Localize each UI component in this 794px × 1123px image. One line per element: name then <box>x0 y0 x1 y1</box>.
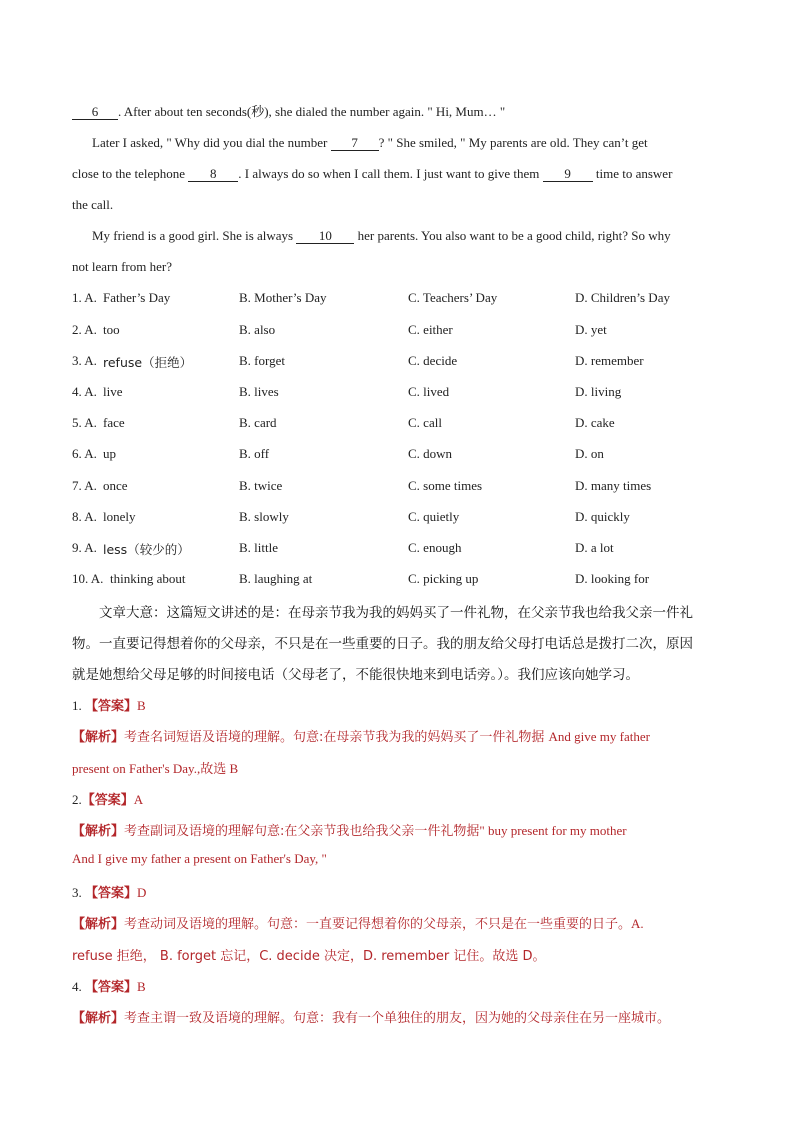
option-d: D. living <box>575 384 622 399</box>
analysis-text: 考查名词短语及语境的理解。句意:在母亲节我为我的妈妈买了一件礼物据 <box>124 730 549 745</box>
option-c: C. some times <box>408 478 483 493</box>
analysis-1 <box>72 726 722 745</box>
option-d: D. cake <box>575 415 615 430</box>
answer-4 <box>72 976 722 995</box>
option-row-2 <box>72 322 722 340</box>
option-row-1 <box>72 290 722 308</box>
analysis-tag: 【解析】 <box>72 917 125 932</box>
option-c: C. down <box>408 446 453 461</box>
summary-line-3: 就是她想给父母足够的时间接电话（父母老了，不能很快地来到电话旁。）。我们应该向她学习。 <box>72 667 639 683</box>
option-b: B. little <box>239 540 278 555</box>
answer-value: B <box>137 698 146 713</box>
option-b: B. twice <box>239 478 283 493</box>
option-c: C. picking up <box>408 571 479 586</box>
blank-9: 9 <box>543 167 593 182</box>
answer-value: D <box>137 885 147 900</box>
answer-value: B <box>137 979 146 994</box>
analysis-tag: 【解析】 <box>72 730 125 745</box>
answer-2 <box>72 789 722 808</box>
answer-1 <box>72 695 722 714</box>
option-num: 10. A. <box>72 571 104 586</box>
option-num: 8. A. <box>72 509 97 524</box>
answer-tag: 【答案】 <box>85 886 138 901</box>
blank-10: 10 <box>296 229 354 244</box>
option-row-6 <box>72 446 722 464</box>
option-b: B. off <box>239 446 270 461</box>
option-c: C. lived <box>408 384 450 399</box>
option-num: 5. A. <box>72 415 97 430</box>
blank-7: 7 <box>331 136 379 151</box>
passage-line-1 <box>72 104 722 120</box>
blank-8: 8 <box>188 167 238 182</box>
answer-num: 4. <box>72 979 85 994</box>
option-row-8 <box>72 509 722 527</box>
option-a: less（较少的） <box>103 542 190 557</box>
passage-text: time to answer <box>592 166 673 181</box>
answer-num: 1. <box>72 698 85 713</box>
option-d: D. on <box>575 446 604 461</box>
analysis-3 <box>72 913 722 932</box>
option-b: B. also <box>239 322 276 337</box>
passage-text: her parents. You also want to be a good child, right? So why <box>354 228 671 243</box>
answer-num: 3. <box>72 885 85 900</box>
passage-line-4: the call. <box>72 197 114 212</box>
passage-line-5 <box>92 228 742 244</box>
option-a: lonely <box>103 509 136 524</box>
option-c: C. Teachers’ Day <box>408 290 498 305</box>
option-c: C. quietly <box>408 509 460 524</box>
answer-value: A <box>133 792 144 807</box>
option-d: D. many times <box>575 478 652 493</box>
passage-text: close to the telephone <box>72 166 189 181</box>
answer-tag: 【答案】 <box>85 980 138 995</box>
summary-line-1: 文章大意：这篇短文讲述的是：在母亲节我为我的妈妈买了一件礼物，在父亲节我也给我父亲一件礼 <box>99 605 693 621</box>
passage-line-3 <box>72 166 722 182</box>
analysis-3-cont: refuse 拒绝， B. forget 忘记，C. decide 决定，D. remember 记住。故选 D。 <box>72 949 546 964</box>
option-a: Father’s Day <box>103 290 171 305</box>
answer-num: 2. <box>72 792 82 807</box>
passage-text: . After about ten seconds(秒), she dialed the number again. " Hi, Mum… " <box>118 104 506 119</box>
option-a: face <box>103 415 125 430</box>
answer-tag: 【答案】 <box>81 793 134 808</box>
passage-text: ? " She smiled, " My parents are old. They can’t get <box>378 135 648 150</box>
analysis-tag: 【解析】 <box>72 824 125 839</box>
option-a: thinking about <box>110 571 186 586</box>
option-d: D. Children’s Day <box>575 290 670 305</box>
option-num: 3. A. <box>72 353 97 368</box>
analysis-text: 考查动词及语境的理解。句意：一直要记得想着你的父母亲，不只是在一些重要的日子。 <box>124 917 632 932</box>
analysis-en: And give my father <box>548 729 650 744</box>
option-c: C. decide <box>408 353 458 368</box>
answer-3 <box>72 882 722 901</box>
option-b: B. lives <box>239 384 279 399</box>
option-a: live <box>103 384 123 399</box>
option-b: B. forget <box>239 353 285 368</box>
passage-text: My friend is a good girl. She is always <box>92 228 297 243</box>
analysis-text: 考查主谓一致及语境的理解。句意：我有一个单独住的朋友，因为她的父母亲住在另一座城市。 <box>124 1011 671 1026</box>
passage-text: Later I asked, " Why did you dial the number <box>92 135 331 150</box>
option-a: too <box>103 322 120 337</box>
option-row-3 <box>72 353 722 371</box>
option-c: C. call <box>408 415 442 430</box>
option-a: up <box>103 446 116 461</box>
option-num: 2. A. <box>72 322 97 337</box>
analysis-2-cont: And I give my father a present on Father's Day, " <box>72 851 327 866</box>
analysis-tag: 【解析】 <box>72 1011 125 1026</box>
option-num: 6. A. <box>72 446 97 461</box>
option-d: D. looking for <box>575 571 650 586</box>
option-b: B. card <box>239 415 277 430</box>
option-row-10 <box>72 571 722 589</box>
passage-line-6: not learn from her? <box>72 259 172 274</box>
passage-line-2 <box>92 135 742 151</box>
option-b: B. laughing at <box>239 571 313 586</box>
option-c: C. enough <box>408 540 462 555</box>
option-b: B. slowly <box>239 509 289 524</box>
option-a: refuse（拒绝） <box>103 355 193 370</box>
passage-text: . I always do so when I call them. I just want to give them <box>238 166 543 181</box>
option-c: C. either <box>408 322 453 337</box>
option-d: D. quickly <box>575 509 630 524</box>
option-num: 1. A. <box>72 290 97 305</box>
option-row-7 <box>72 478 722 496</box>
blank-6: 6 <box>72 105 118 120</box>
option-row-4 <box>72 384 722 402</box>
analysis-1-cont: present on Father's Day.,故选 B <box>72 761 239 776</box>
analysis-4 <box>72 1007 722 1026</box>
option-a: once <box>103 478 128 493</box>
analysis-en: " buy present for my mother <box>479 823 627 838</box>
option-d: D. yet <box>575 322 607 337</box>
option-d: D. a lot <box>575 540 614 555</box>
option-row-9 <box>72 540 722 558</box>
option-row-5 <box>72 415 722 433</box>
option-num: 7. A. <box>72 478 97 493</box>
summary-line-2: 物。一直要记得想着你的父母亲，不只是在一些重要的日子。我的朋友给父母打电话总是拨打二次，原因 <box>72 636 693 652</box>
option-d: D. remember <box>575 353 644 368</box>
analysis-text: 考查副词及语境的理解句意:在父亲节我也给我父亲一件礼物据 <box>124 824 480 839</box>
option-num: 9. A. <box>72 540 97 555</box>
option-b: B. Mother’s Day <box>239 290 327 305</box>
analysis-2 <box>72 820 722 839</box>
option-num: 4. A. <box>72 384 97 399</box>
answer-tag: 【答案】 <box>85 699 138 714</box>
analysis-en: A. <box>631 916 644 931</box>
